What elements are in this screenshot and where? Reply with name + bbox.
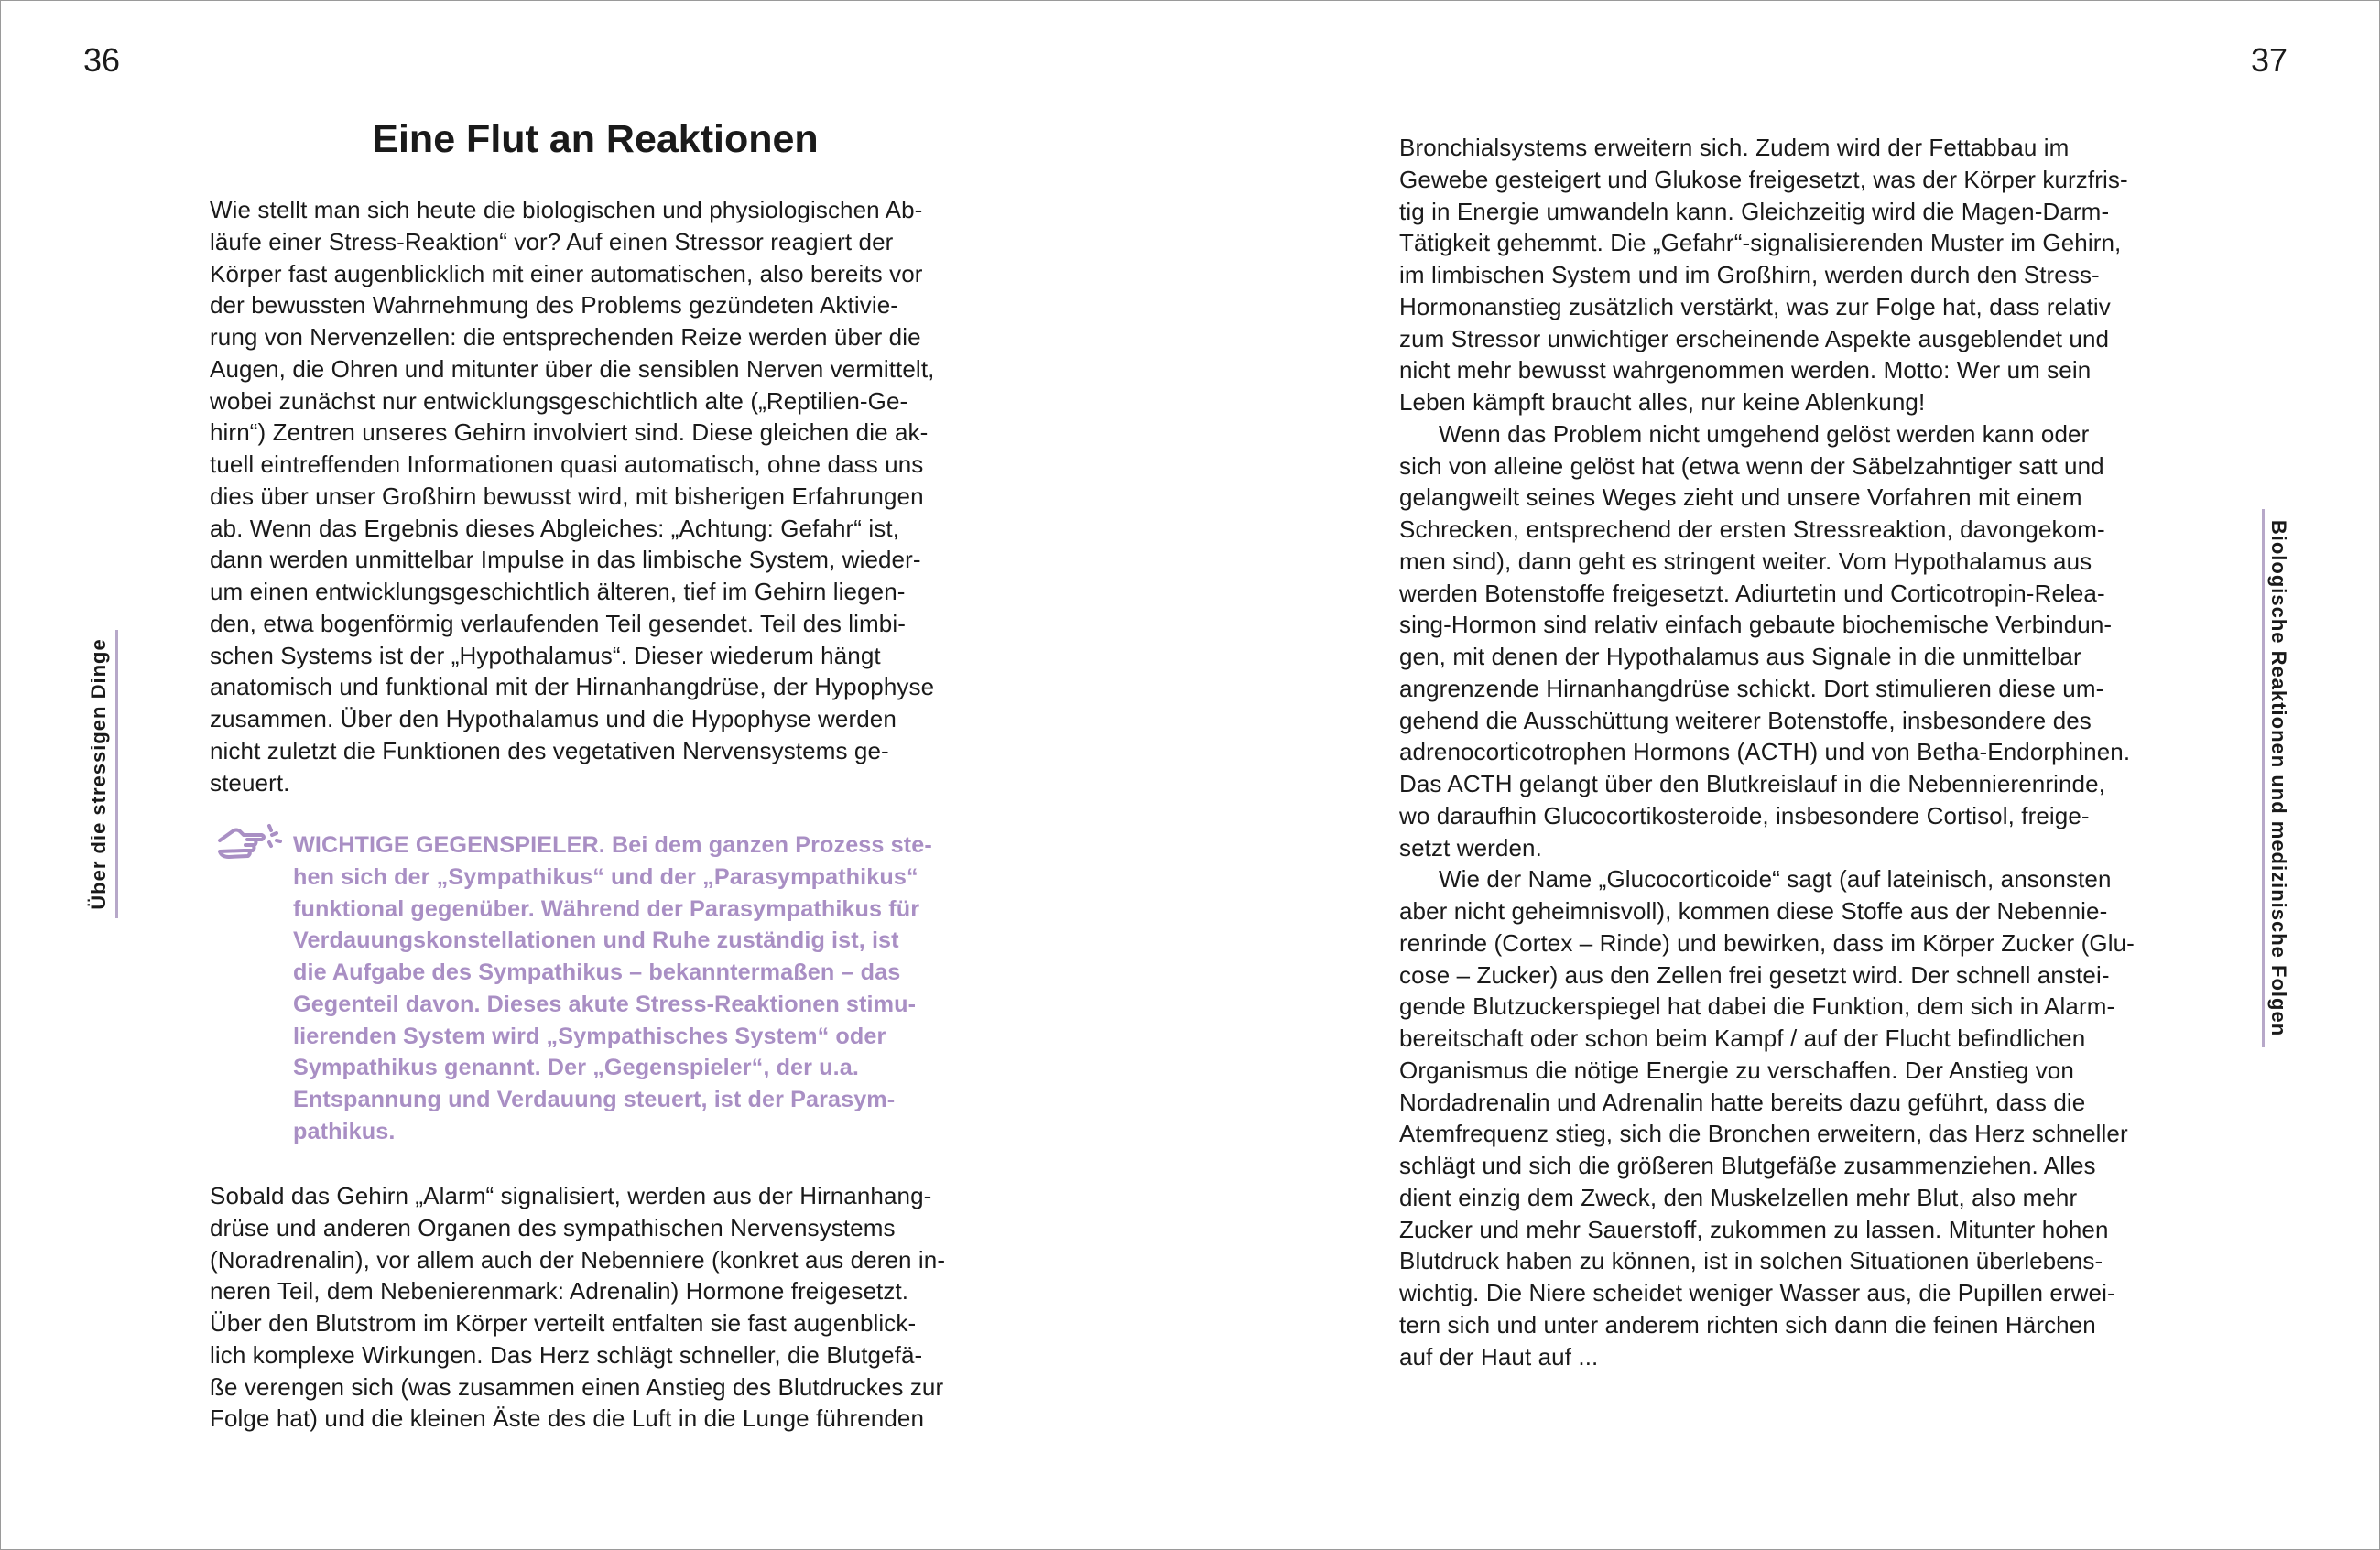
paragraph-line: nicht zuletzt die Funktionen des vegetativen Nervensystems ge- bbox=[210, 736, 889, 764]
paragraph-line: ße verengen sich (was zusammen einen Anstieg des Blutdruckes zur bbox=[210, 1372, 944, 1401]
paragraph-line: steuert. bbox=[210, 768, 290, 797]
paragraph-line: im limbischen System und im Großhirn, werden durch den Stress- bbox=[1399, 261, 2100, 288]
paragraph-line: bereitschaft oder schon beim Kampf / auf der Flucht befindlichen bbox=[1399, 1024, 2086, 1052]
paragraph-line: sich von alleine gelöst hat (etwa wenn der Säbelzahntiger satt und bbox=[1399, 451, 2104, 480]
pointing-hand-icon bbox=[216, 820, 286, 868]
page-number-right: 37 bbox=[2251, 41, 2288, 79]
paragraph-line: Augen, die Ohren und mitunter über die sensiblen Nerven vermittelt, bbox=[210, 354, 935, 383]
paragraph-line: Bronchialsystems erweitern sich. Zudem wird der Fettabbau im bbox=[1399, 134, 2070, 161]
paragraph-line: Nordadrenalin und Adrenalin hatte bereits dazu geführt, dass die bbox=[1399, 1088, 2086, 1116]
paragraph-line: den, etwa bogenförmig verlaufenden Teil gesendet. Teil des limbi- bbox=[210, 609, 907, 637]
paragraph-line: Folge hat) und die kleinen Äste des die Luft in die Lunge führenden bbox=[210, 1404, 925, 1433]
paragraph-line: Das ACTH gelangt über den Blutkreislauf in die Nebennierenrinde, bbox=[1399, 770, 2105, 797]
paragraph-line: dann werden unmittelbar Impulse in das limbische System, wieder- bbox=[210, 546, 921, 574]
paragraph-line: Zucker und mehr Sauerstoff, zukommen zu lassen. Mitunter hohen bbox=[1399, 1215, 2109, 1243]
paragraph-line: aber nicht geheimnisvoll), kommen diese Stoffe aus der Nebennie- bbox=[1399, 897, 2108, 925]
paragraph-line: drüse und anderen Organen des sympathischen Nervensystems bbox=[210, 1213, 896, 1241]
paragraph-line: gende Blutzuckerspiegel hat dabei die Funktion, dem sich in Alarm- bbox=[1399, 992, 2115, 1021]
callout-line: hen sich der „Sympathikus“ und der „Parasympathikus“ bbox=[293, 863, 918, 890]
paragraph-line: gen, mit denen der Hypothalamus aus Signale in die unmittelbar bbox=[1399, 643, 2081, 670]
paragraph-line: Schrecken, entsprechend der ersten Stressreaktion, davongekom- bbox=[1399, 515, 2105, 543]
paragraph-line: Körper fast augenblicklich mit einer automatischen, also bereits vor bbox=[210, 259, 923, 287]
paragraph-line: wobei zunächst nur entwicklungsgeschichtlich alte („Reptilien-Ge- bbox=[210, 386, 908, 415]
paragraph-line: werden Botenstoffe freigesetzt. Adiurtetin und Corticotropin-Relea- bbox=[1399, 579, 2105, 607]
paragraph-line: adrenocorticotrophen Hormons (ACTH) und von Betha-Endorphinen. bbox=[1399, 738, 2131, 766]
paragraph-line: Leben kämpft braucht alles, nur keine Ablenkung! bbox=[1399, 388, 1926, 416]
paragraph-line: rung von Nervenzellen: die entsprechenden Reize werden über die bbox=[210, 323, 921, 351]
paragraph-line: der bewussten Wahrnehmung des Problems gezündeten Aktivie- bbox=[210, 291, 899, 320]
callout-line: Verdauungskonstellationen und Ruhe zuständig ist, ist bbox=[293, 927, 899, 954]
paragraph-line: (Noradrenalin), vor allem auch der Nebenniere (konkret aus deren in- bbox=[210, 1245, 946, 1274]
callout-line: WICHTIGE GEGENSPIELER. Bei dem ganzen Prozess ste- bbox=[293, 832, 932, 858]
paragraph-line: setzt werden. bbox=[1399, 833, 1542, 862]
paragraph-line: gehend die Ausschüttung weiterer Botenstoffe, insbesondere des bbox=[1399, 706, 2092, 734]
side-label-rule-right bbox=[2262, 509, 2265, 1047]
paragraph-line: dies über unser Großhirn bewusst wird, mit bisherigen Erfahrungen bbox=[210, 482, 924, 510]
page-number-left: 36 bbox=[83, 41, 121, 79]
paragraph-line: Atemfrequenz stieg, sich die Bronchen erweitern, das Herz schneller bbox=[1399, 1120, 2128, 1148]
paragraph-line: Wie stellt man sich heute die biologischen und physiologischen Ab- bbox=[210, 196, 923, 223]
paragraph-line: neren Teil, dem Nebenierenmark: Adrenalin) Hormone freigesetzt. bbox=[210, 1277, 909, 1306]
paragraph-line: ab. Wenn das Ergebnis dieses Abgleiches: „Achtung: Gefahr“ ist, bbox=[210, 514, 900, 542]
paragraph-line: schen Systems ist der „Hypothalamus“. Dieser wiederum hängt bbox=[210, 641, 881, 669]
paragraph-line: anatomisch und funktional mit der Hirnanhangdrüse, der Hypophyse bbox=[210, 673, 935, 701]
callout-line: Sympathikus genannt. Der „Gegenspieler“, der u.a. bbox=[293, 1055, 859, 1081]
paragraph-line: Gewebe gesteigert und Glukose freigesetzt, was der Körper kurzfris- bbox=[1399, 165, 2128, 193]
side-label-section: Biologische Reaktionen und medizinische Folgen bbox=[2267, 519, 2290, 1037]
side-label-chapter: Über die stressigen Dinge bbox=[87, 638, 110, 910]
paragraph-line: Hormonanstieg zusätzlich verstärkt, was zur Folge hat, dass relativ bbox=[1399, 292, 2111, 320]
callout-line: pathikus. bbox=[293, 1118, 396, 1144]
paragraph-line: tig in Energie umwandeln kann. Gleichzeitig wird die Magen-Darm- bbox=[1399, 197, 2110, 225]
paragraph-line: Blutdruck haben zu können, ist in solchen Situationen überlebens- bbox=[1399, 1247, 2103, 1275]
paragraph-line: sing-Hormon sind relativ einfach gebaute biochemische Verbindun- bbox=[1399, 611, 2113, 639]
paragraph-line: läufe einer Stress-Reaktion“ vor? Auf einen Stressor reagiert der bbox=[210, 227, 894, 255]
paragraph-line: tern sich und unter anderem richten sich dann die feinen Härchen bbox=[1399, 1310, 2096, 1339]
paragraph-line: gelangweilt seines Weges zieht und unsere Vorfahren mit einem bbox=[1399, 483, 2082, 512]
paragraph-line: wichtig. Die Niere scheidet weniger Wasser aus, die Pupillen erwei- bbox=[1399, 1279, 2115, 1306]
paragraph-line: schlägt und sich die größeren Blutgefäße zusammenziehen. Alles bbox=[1399, 1152, 2096, 1179]
paragraph-line: um einen entwicklungsgeschichtlich älteren, tief im Gehirn liegen- bbox=[210, 578, 906, 605]
paragraph-line: dient einzig dem Zweck, den Muskelzellen mehr Blut, also mehr bbox=[1399, 1183, 2078, 1211]
paragraph-line: Über den Blutstrom im Körper verteilt entfalten sie fast augenblick- bbox=[210, 1309, 917, 1337]
paragraph-line: wo daraufhin Glucocortikosteroide, insbesondere Cortisol, freige- bbox=[1399, 801, 2090, 829]
callout-line: die Aufgabe des Sympathikus – bekanntermaßen – das bbox=[293, 959, 901, 985]
paragraph-line: Wie der Name „Glucocorticoide“ sagt (auf lateinisch, ansonsten bbox=[1439, 865, 2112, 894]
paragraph-line: zum Stressor unwichtiger erscheinende Aspekte ausgeblendet und bbox=[1399, 324, 2110, 352]
paragraph-line: men sind), dann geht es stringent weiter. Vom Hypothalamus aus bbox=[1399, 547, 2092, 575]
paragraph-line: auf der Haut auf ... bbox=[1399, 1342, 1599, 1371]
paragraph-line: Tätigkeit gehemmt. Die „Gefahr“-signalisierenden Muster im Gehirn, bbox=[1399, 229, 2122, 257]
paragraph-line: Wenn das Problem nicht umgehend gelöst werden kann oder bbox=[1439, 419, 2090, 448]
paragraph-line: angrenzende Hirnanhangdrüse schickt. Dort stimulieren diese um- bbox=[1399, 674, 2104, 702]
paragraph-line: zusammen. Über den Hypothalamus und die Hypophyse werden bbox=[210, 705, 897, 732]
paragraph-line: cose – Zucker) aus den Zellen frei gesetzt wird. Der schnell anstei- bbox=[1399, 960, 2110, 989]
paragraph-line: hirn“) Zentren unseres Gehirn involviert sind. Diese gleichen die ak- bbox=[210, 418, 929, 447]
page-title: Eine Flut an Reaktionen bbox=[372, 117, 819, 161]
callout-line: Gegenteil davon. Dieses akute Stress-Reaktionen stimu- bbox=[293, 991, 917, 1017]
callout-line: Entspannung und Verdauung steuert, ist der Parasym- bbox=[293, 1087, 896, 1112]
paragraph-line: nicht mehr bewusst wahrgenommen werden. Motto: Wer um sein bbox=[1399, 356, 2092, 385]
paragraph-line: lich komplexe Wirkungen. Das Herz schlägt schneller, die Blutgefä- bbox=[210, 1340, 923, 1369]
paragraph-line: renrinde (Cortex – Rinde) und bewirken, dass im Körper Zucker (Glu- bbox=[1399, 928, 2135, 957]
paragraph-line: Organismus die nötige Energie zu verschaffen. Der Anstieg von bbox=[1399, 1056, 2074, 1084]
callout-line: funktional gegenüber. Während der Parasympathikus für bbox=[293, 895, 920, 922]
callout-line: lierenden System wird „Sympathisches System“ oder bbox=[293, 1023, 886, 1049]
side-label-rule-left bbox=[115, 630, 118, 918]
paragraph-line: tuell eintreffenden Informationen quasi automatisch, ohne dass uns bbox=[210, 450, 924, 478]
paragraph-line: Sobald das Gehirn „Alarm“ signalisiert, werden aus der Hirnanhang- bbox=[210, 1182, 932, 1209]
